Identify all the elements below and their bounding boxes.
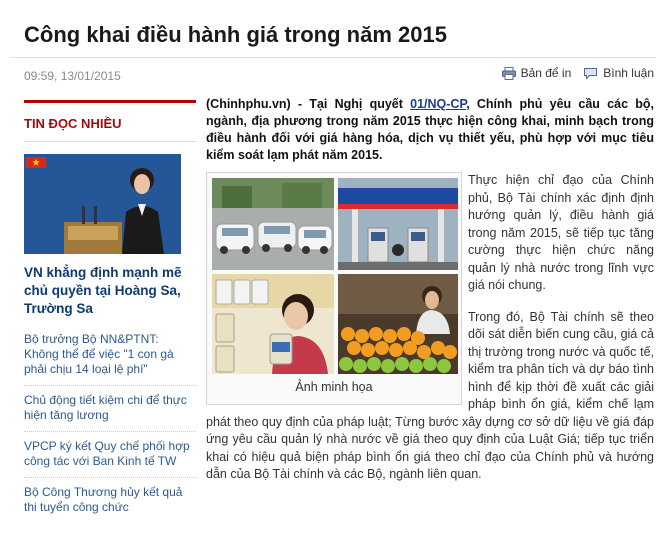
featured-news-title[interactable]: VN khẳng định mạnh mẽ chủ quyền tại Hoàng Sa, Trường Sa bbox=[24, 265, 182, 316]
printer-icon bbox=[502, 67, 516, 80]
title-divider bbox=[10, 57, 656, 58]
comment-label: Bình luận bbox=[603, 66, 654, 80]
lead-prefix: (Chinhphu.vn) - Tại Nghị quyết bbox=[206, 97, 411, 111]
article-tools bbox=[502, 66, 654, 80]
print-label: Bản để in bbox=[520, 66, 572, 80]
sidebar bbox=[24, 100, 196, 523]
sidebar-heading: TIN ĐỌC NHIỀU bbox=[24, 116, 122, 131]
featured-news-image[interactable] bbox=[24, 154, 181, 254]
milk-shopper-photo bbox=[212, 274, 334, 374]
article-lead bbox=[206, 96, 654, 164]
resolution-link[interactable]: 01/NQ-CP bbox=[410, 97, 467, 111]
gas-station-photo bbox=[338, 178, 458, 270]
article-content bbox=[206, 172, 654, 484]
illustration-figure bbox=[206, 172, 462, 405]
most-read-item[interactable]: VPCP ký kết Quy chế phối hợp công tác với Ban Kinh tế TW bbox=[24, 431, 196, 477]
most-read-item[interactable]: Bộ Công Thương hủy kết quả thi tuyển công chức bbox=[24, 477, 196, 523]
article-paragraph: Thực hiện chỉ đạo của Chính phủ, Bộ Tài chính xác định định hướng quản lý, điều hành giá trong năm 2015, sẽ tiếp tục tăng cường thực hiện chức năng quản lý nhà nước trong lĩnh vực giá nói chung. bbox=[468, 173, 654, 292]
sidebar-heading-divider bbox=[24, 141, 196, 142]
comment-link[interactable] bbox=[583, 66, 654, 80]
most-read-item[interactable]: Bộ trưởng Bộ NN&PTNT: Không thể để việc "1 con gà phải chịu 14 loại lệ phí" bbox=[24, 332, 174, 376]
sidebar-top-rule bbox=[24, 100, 196, 103]
most-read-list bbox=[24, 332, 196, 523]
fruit-market-photo bbox=[338, 274, 458, 374]
article-paragraph: Trong đó, Bộ Tài chính sẽ theo dõi sát diễn biến cung cầu, giá cả thị trường trong nước và quốc tế, kiểm tra phân tích và dự báo tình hình để kịp thời đề xuất các giải pháp bình ổn giá, kiểm chế lạm phát theo quy định của pháp luật; Từng bước xây dựng cơ sở dữ liệu về giá đáp ứng yêu cầu quản lý nhà nước về giá theo quy định của Luật Giá; tiếp tục triển khai có hiệu quả biện pháp bình ổn giá theo chỉ đạo của Chính phủ và hướng dẫn của Bộ Tài chính và các Bộ, ngành liên quan. bbox=[206, 309, 654, 481]
taxi-photo bbox=[212, 178, 334, 270]
print-link[interactable] bbox=[502, 66, 572, 80]
lead-rest: , Chính phủ yêu cầu các bộ, ngành, địa phương trong năm 2015 thực hiện công khai, minh bạch trong điều hành đối với giá hàng hóa, dịch vụ thiết yếu, phù hợp với mục tiêu kiểm soát lạm phát năm 2015. bbox=[206, 97, 654, 162]
article-title: Công khai điều hành giá trong năm 2015 bbox=[24, 22, 447, 47]
comment-icon bbox=[583, 67, 598, 80]
article-body bbox=[206, 96, 654, 484]
most-read-item[interactable]: Chủ động tiết kiệm chi để thực hiện tăng lương bbox=[24, 385, 196, 431]
figure-caption: Ảnh minh họa bbox=[295, 379, 373, 394]
article-timestamp: 09:59, 13/01/2015 bbox=[24, 69, 121, 83]
